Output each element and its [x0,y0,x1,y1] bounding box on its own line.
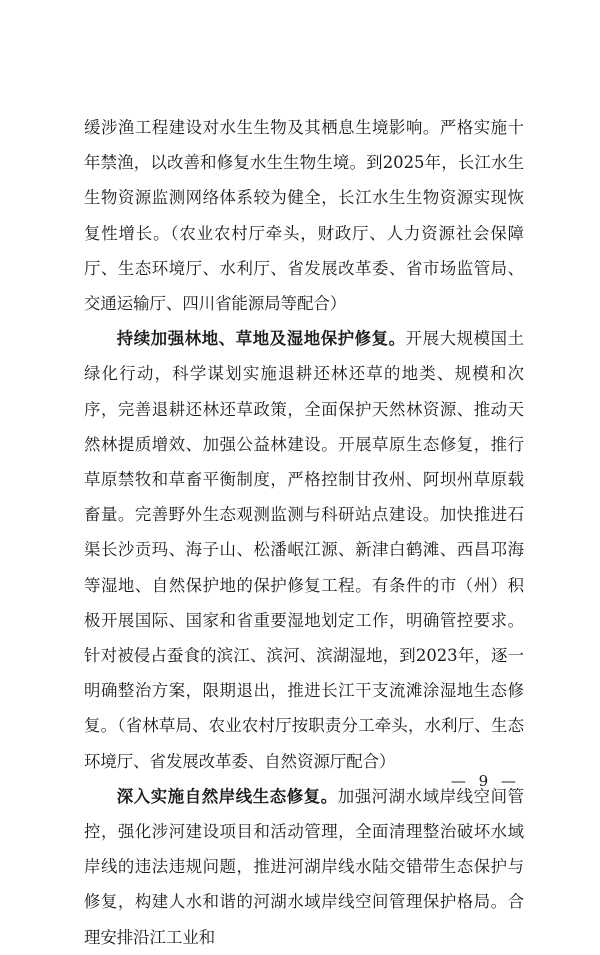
paragraph-2-heading: 持续加强林地、草地及湿地保护修复。 [116,329,406,349]
document-body [84,110,524,955]
paragraph-2-text: 开展大规模国土绿化行动，科学谋划实施退耕还林还草的地类、规模和次序，完善退耕还林还草政策，全面保护天然林资源、推动天然林提质增效、加强公益林建设。开展草原生态修复，推行草原禁牧和草畜平衡制度，严格控制甘孜州、阿坝州草原载畜量。完善野外生态观测监测与科研站点建设。加快推进石渠长沙贡玛、海子山、松潘岷江源、新津白鹤滩、西昌邛海等湿地、自然保护地的保护修复工程。有条件的市（州）积极开展国际、国家和省重要湿地划定工作，明确管控要求。针对被侵占蚕食的滨江、滨河、滨湖湿地，到2023年，逐一明确整治方案，限期退出，推进长江干支流滩涂湿地生态修复。（省林草局、农业农村厅按职责分工牵头，水利厅、生态环境厅、省发展改革委、自然资源厅配合） [84,329,525,771]
paragraph-wetland-protection [84,321,524,779]
page-number: — 9 — [450,772,520,790]
paragraph-shoreline-restoration [84,779,524,955]
paragraph-fisheries-continued [84,110,524,321]
paragraph-3-text: 加强河湖水域岸线空间管控，强化涉河建设项目和活动管理，全面清理整治破坏水域岸线的违法违规问题，推进河湖岸线水陆交错带生态保护与修复，构建人水和谐的河湖水域岸线空间管理保护格局。合理安排沿江工业和 [84,786,525,947]
paragraph-3-heading: 深入实施自然岸线生态修复。 [116,786,338,806]
paragraph-1-text: 缓涉渔工程建设对水生生物及其栖息生境影响。严格实施十年禁渔，以改善和修复水生生物生境。到2025年，长江水生生物资源监测网络体系较为健全，长江水生生物资源实现恢复性增长。（农业农村厅牵头，财政厅、人力资源社会保障厅、生态环境厅、水利厅、省发展改革委、省市场监管局、交通运输厅、四川省能源局等配合） [84,118,524,314]
